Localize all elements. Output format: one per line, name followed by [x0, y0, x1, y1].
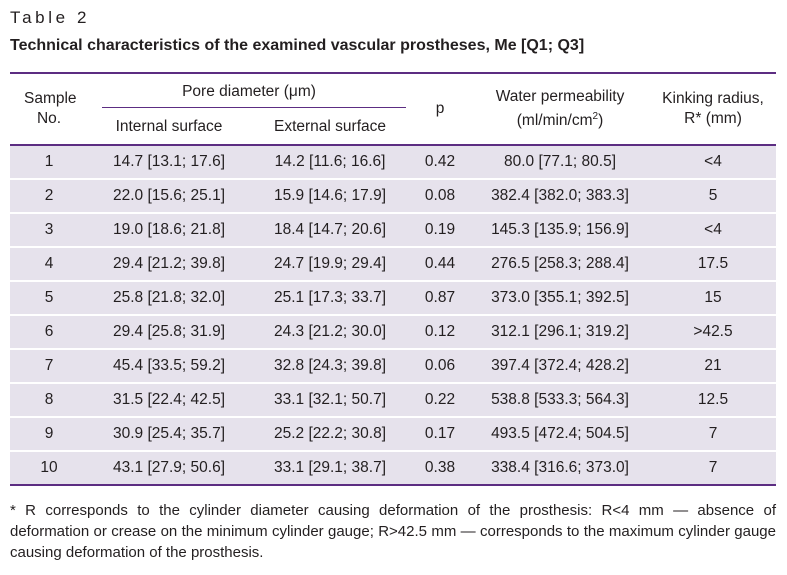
cell-water: 80.0 [77.1; 80.5] — [470, 145, 650, 179]
table-row — [10, 417, 776, 451]
cell-p: 0.19 — [410, 213, 470, 247]
header-kinking-radius: Kinking radius, R* (mm) — [650, 73, 776, 145]
table-row — [10, 213, 776, 247]
data-table — [10, 72, 776, 486]
cell-water: 276.5 [258.3; 288.4] — [470, 247, 650, 281]
cell-external: 25.1 [17.3; 33.7] — [250, 281, 410, 315]
cell-no: 8 — [10, 383, 88, 417]
cell-kinking: 7 — [650, 451, 776, 485]
table-row — [10, 145, 776, 179]
cell-internal: 29.4 [21.2; 39.8] — [88, 247, 250, 281]
header-row-1 — [10, 73, 776, 110]
cell-internal: 30.9 [25.4; 35.7] — [88, 417, 250, 451]
cell-water: 397.4 [372.4; 428.2] — [470, 349, 650, 383]
cell-external: 32.8 [24.3; 39.8] — [250, 349, 410, 383]
header-external-surface: External surface — [250, 110, 410, 145]
table-caption: Technical characteristics of the examined vascular prostheses, Me [Q1; Q3] — [10, 37, 585, 54]
cell-kinking: <4 — [650, 145, 776, 179]
cell-water: 382.4 [382.0; 383.3] — [470, 179, 650, 213]
table-row — [10, 281, 776, 315]
header-sample-no: Sample No. — [10, 73, 88, 145]
cell-internal: 31.5 [22.4; 42.5] — [88, 383, 250, 417]
cell-no: 9 — [10, 417, 88, 451]
cell-kinking: 15 — [650, 281, 776, 315]
cell-no: 5 — [10, 281, 88, 315]
header-internal-surface: Internal surface — [88, 110, 250, 145]
cell-internal: 29.4 [25.8; 31.9] — [88, 315, 250, 349]
table-row — [10, 315, 776, 349]
header-pore-diameter: Pore diameter (μm) — [88, 73, 410, 110]
cell-p: 0.38 — [410, 451, 470, 485]
cell-water: 538.8 [533.3; 564.3] — [470, 383, 650, 417]
cell-external: 24.7 [19.9; 29.4] — [250, 247, 410, 281]
cell-external: 33.1 [29.1; 38.7] — [250, 451, 410, 485]
cell-kinking: 12.5 — [650, 383, 776, 417]
cell-no: 6 — [10, 315, 88, 349]
cell-water: 145.3 [135.9; 156.9] — [470, 213, 650, 247]
cell-kinking: 21 — [650, 349, 776, 383]
cell-external: 33.1 [32.1; 50.7] — [250, 383, 410, 417]
cell-no: 1 — [10, 145, 88, 179]
cell-p: 0.87 — [410, 281, 470, 315]
header-p: p — [410, 73, 470, 145]
header-water-permeability — [470, 73, 650, 145]
cell-external: 14.2 [11.6; 16.6] — [250, 145, 410, 179]
cell-kinking: 7 — [650, 417, 776, 451]
cell-p: 0.44 — [410, 247, 470, 281]
table-row — [10, 451, 776, 485]
cell-water: 312.1 [296.1; 319.2] — [470, 315, 650, 349]
table-row — [10, 179, 776, 213]
cell-no: 4 — [10, 247, 88, 281]
cell-kinking: >42.5 — [650, 315, 776, 349]
table-row — [10, 349, 776, 383]
cell-internal: 19.0 [18.6; 21.8] — [88, 213, 250, 247]
cell-internal: 43.1 [27.9; 50.6] — [88, 451, 250, 485]
footnote: * R corresponds to the cylinder diameter causing deformation of the prosthesis: R<4 mm — absence of deformation or crease on the minimum cylinder gauge; R>42.5 mm — corresponds to the maximum cylinder gauge causing deformation of the prosthesis. — [10, 502, 776, 561]
cell-internal: 22.0 [15.6; 25.1] — [88, 179, 250, 213]
cell-p: 0.08 — [410, 179, 470, 213]
water-line-2: $(ml/\min/cm^2)$ — [516, 110, 604, 130]
cell-p: 0.06 — [410, 349, 470, 383]
water-line-1: Water permeability — [495, 87, 625, 105]
cell-no: 3 — [10, 213, 88, 247]
cell-internal: 14.7 [13.1; 17.6] — [88, 145, 250, 179]
table-row — [10, 383, 776, 417]
cell-kinking: <4 — [650, 213, 776, 247]
cell-external: 18.4 [14.7; 20.6] — [250, 213, 410, 247]
cell-water: 373.0 [355.1; 392.5] — [470, 281, 650, 315]
cell-p: 0.12 — [410, 315, 470, 349]
cell-external: 25.2 [22.2; 30.8] — [250, 417, 410, 451]
cell-no: 7 — [10, 349, 88, 383]
cell-external: 24.3 [21.2; 30.0] — [250, 315, 410, 349]
table-body — [10, 145, 776, 485]
table-row — [10, 247, 776, 281]
cell-external: 15.9 [14.6; 17.9] — [250, 179, 410, 213]
cell-water: 493.5 [472.4; 504.5] — [470, 417, 650, 451]
cell-kinking: 5 — [650, 179, 776, 213]
cell-internal: 25.8 [21.8; 32.0] — [88, 281, 250, 315]
cell-p: 0.22 — [410, 383, 470, 417]
table-label: Table 2 — [10, 8, 91, 27]
cell-internal: 45.4 [33.5; 59.2] — [88, 349, 250, 383]
cell-no: 10 — [10, 451, 88, 485]
cell-kinking: 17.5 — [650, 247, 776, 281]
cell-p: 0.42 — [410, 145, 470, 179]
cell-water: 338.4 [316.6; 373.0] — [470, 451, 650, 485]
cell-p: 0.17 — [410, 417, 470, 451]
cell-no: 2 — [10, 179, 88, 213]
